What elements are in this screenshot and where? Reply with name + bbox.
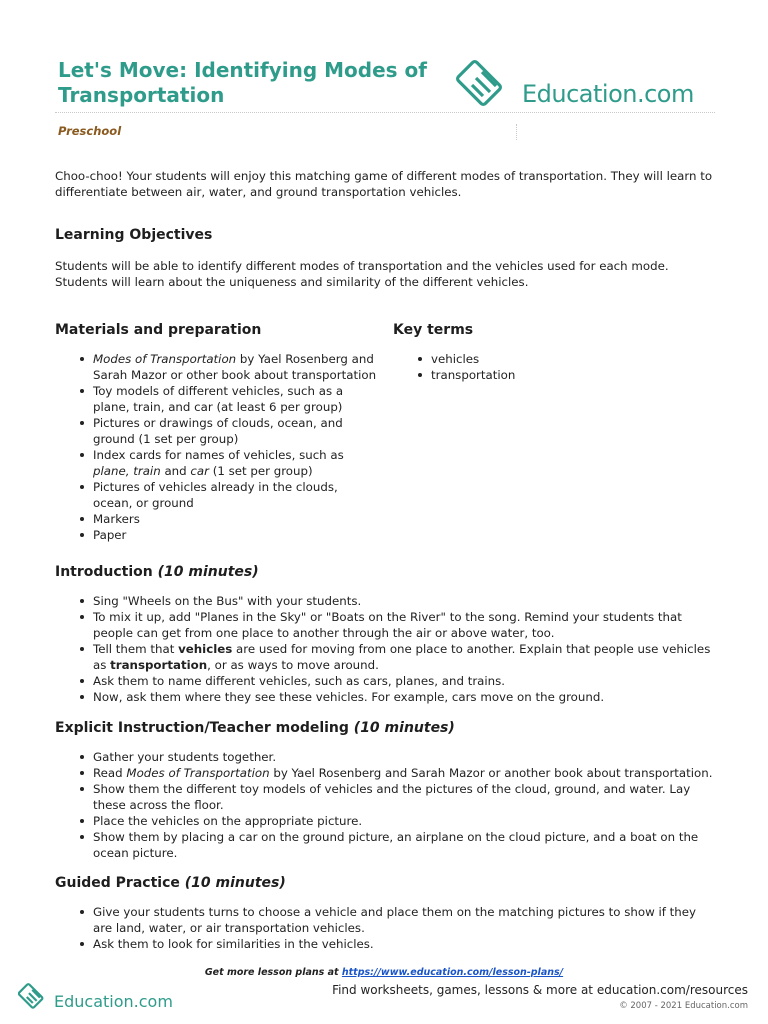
book-title: Modes of Transportation xyxy=(93,352,237,366)
list-item-text: by Yael Rosenberg and Sarah Mazor or another book about transportation. xyxy=(269,766,713,780)
list-item: Show them by placing a car on the ground picture, an airplane on the cloud picture, and a boat on the ocean picture. xyxy=(77,829,717,861)
introduction-list xyxy=(77,593,717,705)
introduction-heading xyxy=(55,564,259,580)
list-item xyxy=(77,351,377,383)
explicit-instruction-list xyxy=(77,749,717,861)
list-item-text: by Yael Rosenberg and Sarah Mazor or other book about transportation xyxy=(93,352,377,382)
list-item-bold: transportation xyxy=(110,658,208,672)
heading-duration: (10 minutes) xyxy=(184,875,286,891)
list-item-text: Read xyxy=(93,766,127,780)
list-item: Paper xyxy=(77,527,377,543)
explicit-instruction-heading xyxy=(55,720,455,736)
list-item: Give your students turns to choose a vehicle and place them on the matching pictures to show if they are land, water, or air transportation vehicles. xyxy=(77,904,717,936)
key-terms-list xyxy=(415,351,695,383)
list-item-text: Index cards for names of vehicles, such as xyxy=(93,448,344,462)
list-item: Show them the different toy models of vehicles and the pictures of the cloud, ground, and water. Lay these across the floor. xyxy=(77,781,717,813)
heading-duration: (10 minutes) xyxy=(353,720,455,736)
guided-practice-heading xyxy=(55,875,286,891)
book-title: Modes of Transportation xyxy=(126,766,270,780)
list-item: Now, ask them where they see these vehicles. For example, cars move on the ground. xyxy=(77,689,717,705)
list-item: Ask them to look for similarities in the vehicles. xyxy=(77,936,717,952)
list-item xyxy=(77,447,377,479)
list-item: transportation xyxy=(415,367,695,383)
heading-duration: (10 minutes) xyxy=(157,564,259,580)
list-item: Sing "Wheels on the Bus" with your students. xyxy=(77,593,717,609)
footer-copyright: © 2007 - 2021 Education.com xyxy=(619,1001,748,1011)
list-item: Markers xyxy=(77,511,377,527)
footer-more-lesson-plans xyxy=(0,967,768,978)
list-item-text: (1 set per group) xyxy=(208,464,313,478)
list-item xyxy=(77,641,717,673)
materials-list xyxy=(77,351,377,543)
key-terms-heading: Key terms xyxy=(393,322,474,338)
list-item: Pictures or drawings of clouds, ocean, and ground (1 set per group) xyxy=(77,415,377,447)
list-item-text: , or as ways to move around. xyxy=(207,658,379,672)
list-item: Gather your students together. xyxy=(77,749,717,765)
list-item: vehicles xyxy=(415,351,695,367)
brand-name: Education.com xyxy=(522,80,694,108)
list-item xyxy=(77,765,717,781)
list-item: Place the vehicles on the appropriate picture. xyxy=(77,813,717,829)
footer-resources-text: Find worksheets, games, lessons & more at education.com/resources xyxy=(332,983,748,997)
intro-paragraph: Choo-choo! Your students will enjoy this matching game of different modes of transportation. They will learn to differentiate between air, water, and ground transportation vehicles. xyxy=(55,169,713,199)
footer-more-text: Get more lesson plans at xyxy=(204,967,342,978)
objectives-text: Students will be able to identify different modes of transportation and the vehicles used for each mode. Students will learn about the uniqueness and similarity of the different vehicles. xyxy=(55,259,669,289)
brand-logo[interactable] xyxy=(456,58,716,112)
list-item: Toy models of different vehicles, such as a plane, train, and car (at least 6 per group) xyxy=(77,383,377,415)
grade-level: Preschool xyxy=(58,124,122,138)
list-item-text: and xyxy=(160,464,191,478)
list-item: Pictures of vehicles already in the clouds, ocean, or ground xyxy=(77,479,377,511)
footer-brand-logo[interactable] xyxy=(18,982,173,1012)
list-item-text: Tell them that xyxy=(93,642,179,656)
list-item: To mix it up, add "Planes in the Sky" or "Boats on the River" to the song. Remind your students that people can get from one place to another through the air or above water, too. xyxy=(77,609,717,641)
footer-brand-name: Education.com xyxy=(54,991,173,1011)
education-logo-icon xyxy=(18,982,52,1012)
lesson-plans-link[interactable]: https://www.education.com/lesson-plans/ xyxy=(341,967,564,978)
education-logo-icon xyxy=(456,58,518,112)
objectives-heading: Learning Objectives xyxy=(55,227,213,243)
header-divider xyxy=(55,112,715,113)
heading-text: Guided Practice xyxy=(55,875,180,891)
list-item-emphasis: car xyxy=(190,464,209,478)
header-vertical-divider xyxy=(516,124,517,140)
heading-text: Explicit Instruction/Teacher modeling xyxy=(55,720,349,736)
guided-practice-list xyxy=(77,904,717,952)
page-title: Let's Move: Identifying Modes of Transportation xyxy=(58,58,427,107)
list-item-emphasis: plane, train xyxy=(93,464,161,478)
list-item: Ask them to name different vehicles, such as cars, planes, and trains. xyxy=(77,673,717,689)
heading-text: Introduction xyxy=(55,564,153,580)
list-item-bold: vehicles xyxy=(178,642,233,656)
materials-heading: Materials and preparation xyxy=(55,322,262,338)
list-item-text: are used for moving from one place to another. Explain that people use vehicles as xyxy=(93,642,711,672)
